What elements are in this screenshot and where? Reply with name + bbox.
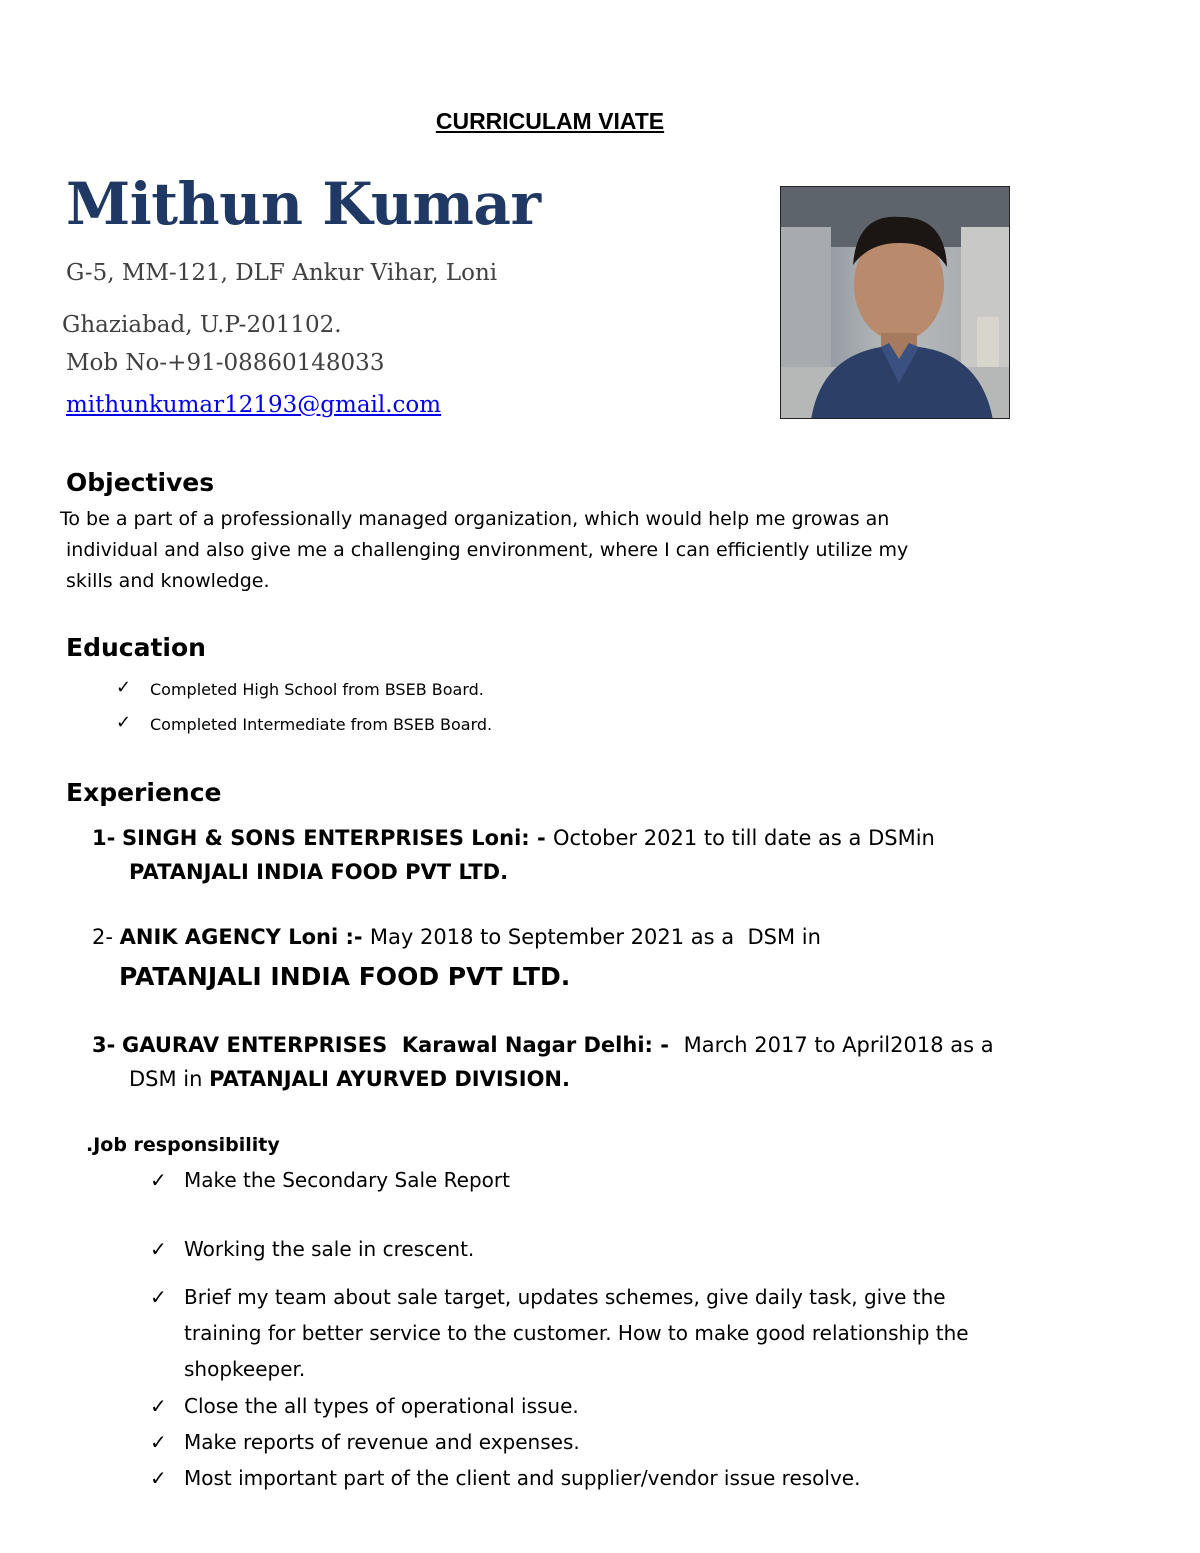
- check-icon: ✓: [116, 712, 132, 733]
- responsibility-item: [150, 1168, 510, 1192]
- company-name: SINGH & SONS ENTERPRISES Loni:: [122, 826, 530, 850]
- separator: -: [529, 826, 554, 850]
- entry-number: 3-: [92, 1033, 116, 1057]
- experience-entry-3: [92, 1033, 994, 1057]
- check-icon: ✓: [150, 1168, 167, 1192]
- check-icon: ✓: [116, 677, 132, 698]
- experience-heading: Experience: [66, 778, 222, 807]
- employment-detail: October 2021 to till date as a DSMin: [553, 826, 935, 850]
- responsibility-text: Most important part of the client and supplier/vendor issue resolve.: [184, 1466, 861, 1490]
- address-line-1: G-5, MM-121, DLF Ankur Vihar, Loni: [66, 260, 498, 286]
- company-name: GAURAV ENTERPRISES Karawal Nagar Delhi:: [122, 1033, 653, 1057]
- entry-number: 2-: [92, 925, 113, 949]
- check-icon: ✓: [150, 1285, 167, 1309]
- job-responsibility-heading: .Job responsibility: [86, 1134, 280, 1156]
- responsibility-continuation: training for better service to the customer. How to make good relationship the: [184, 1321, 969, 1345]
- check-icon: ✓: [150, 1466, 167, 1490]
- education-item-text: Completed Intermediate from BSEB Board.: [150, 715, 493, 734]
- responsibility-item: [150, 1430, 580, 1454]
- responsibility-item: [150, 1237, 475, 1261]
- objectives-heading: Objectives: [66, 468, 215, 497]
- company-name: ANIK AGENCY Loni :: [119, 925, 354, 949]
- address-line-2: Ghaziabad, U.P-201102.: [62, 312, 342, 338]
- responsibility-item: [150, 1285, 946, 1309]
- employment-detail: May 2018 to September 2021 as a DSM in: [369, 925, 821, 949]
- responsibility-item: [150, 1394, 579, 1418]
- objective-line: skills and knowledge.: [66, 570, 270, 592]
- separator: -: [353, 925, 370, 949]
- employer-name: PATANJALI AYURVED DIVISION.: [209, 1067, 570, 1091]
- check-icon: ✓: [150, 1430, 167, 1454]
- experience-entry-1: [92, 826, 935, 850]
- responsibility-text: Make reports of revenue and expenses.: [184, 1430, 580, 1454]
- candidate-name: Mithun Kumar: [66, 170, 541, 238]
- education-heading: Education: [66, 633, 206, 662]
- employment-detail: March 2017 to April2018 as a: [683, 1033, 994, 1057]
- experience-entry-2: [92, 925, 821, 949]
- responsibility-text: Close the all types of operational issue.: [184, 1394, 579, 1418]
- education-item: [116, 712, 493, 734]
- check-icon: ✓: [150, 1394, 167, 1418]
- responsibility-item: [150, 1466, 861, 1490]
- education-item-text: Completed High School from BSEB Board.: [150, 680, 484, 699]
- responsibility-continuation: shopkeeper.: [184, 1357, 306, 1381]
- education-item: [116, 677, 484, 699]
- responsibility-text: Working the sale in crescent.: [184, 1237, 475, 1261]
- responsibility-text: Make the Secondary Sale Report: [184, 1168, 510, 1192]
- employer-name: PATANJALI INDIA FOOD PVT LTD.: [119, 962, 571, 991]
- document-title: CURRICULAM VIATE: [435, 108, 665, 134]
- employer-line: [129, 1067, 570, 1091]
- employer-prefix: DSM in: [129, 1067, 210, 1091]
- check-icon: ✓: [150, 1237, 167, 1261]
- responsibility-text: Brief my team about sale target, updates schemes, give daily task, give the: [184, 1285, 946, 1309]
- separator: -: [652, 1033, 684, 1057]
- profile-photo: [780, 186, 1010, 419]
- objective-line: To be a part of a professionally managed organization, which would help me growas an: [60, 508, 890, 530]
- objective-line: individual and also give me a challenging environment, where I can efficiently utilize my: [66, 539, 909, 561]
- entry-number: 1-: [92, 826, 116, 850]
- mobile-number: Mob No-+91-08860148033: [66, 350, 385, 376]
- employer-name: PATANJALI INDIA FOOD PVT LTD.: [129, 860, 509, 884]
- email-link[interactable]: mithunkumar12193@gmail.com: [66, 392, 442, 418]
